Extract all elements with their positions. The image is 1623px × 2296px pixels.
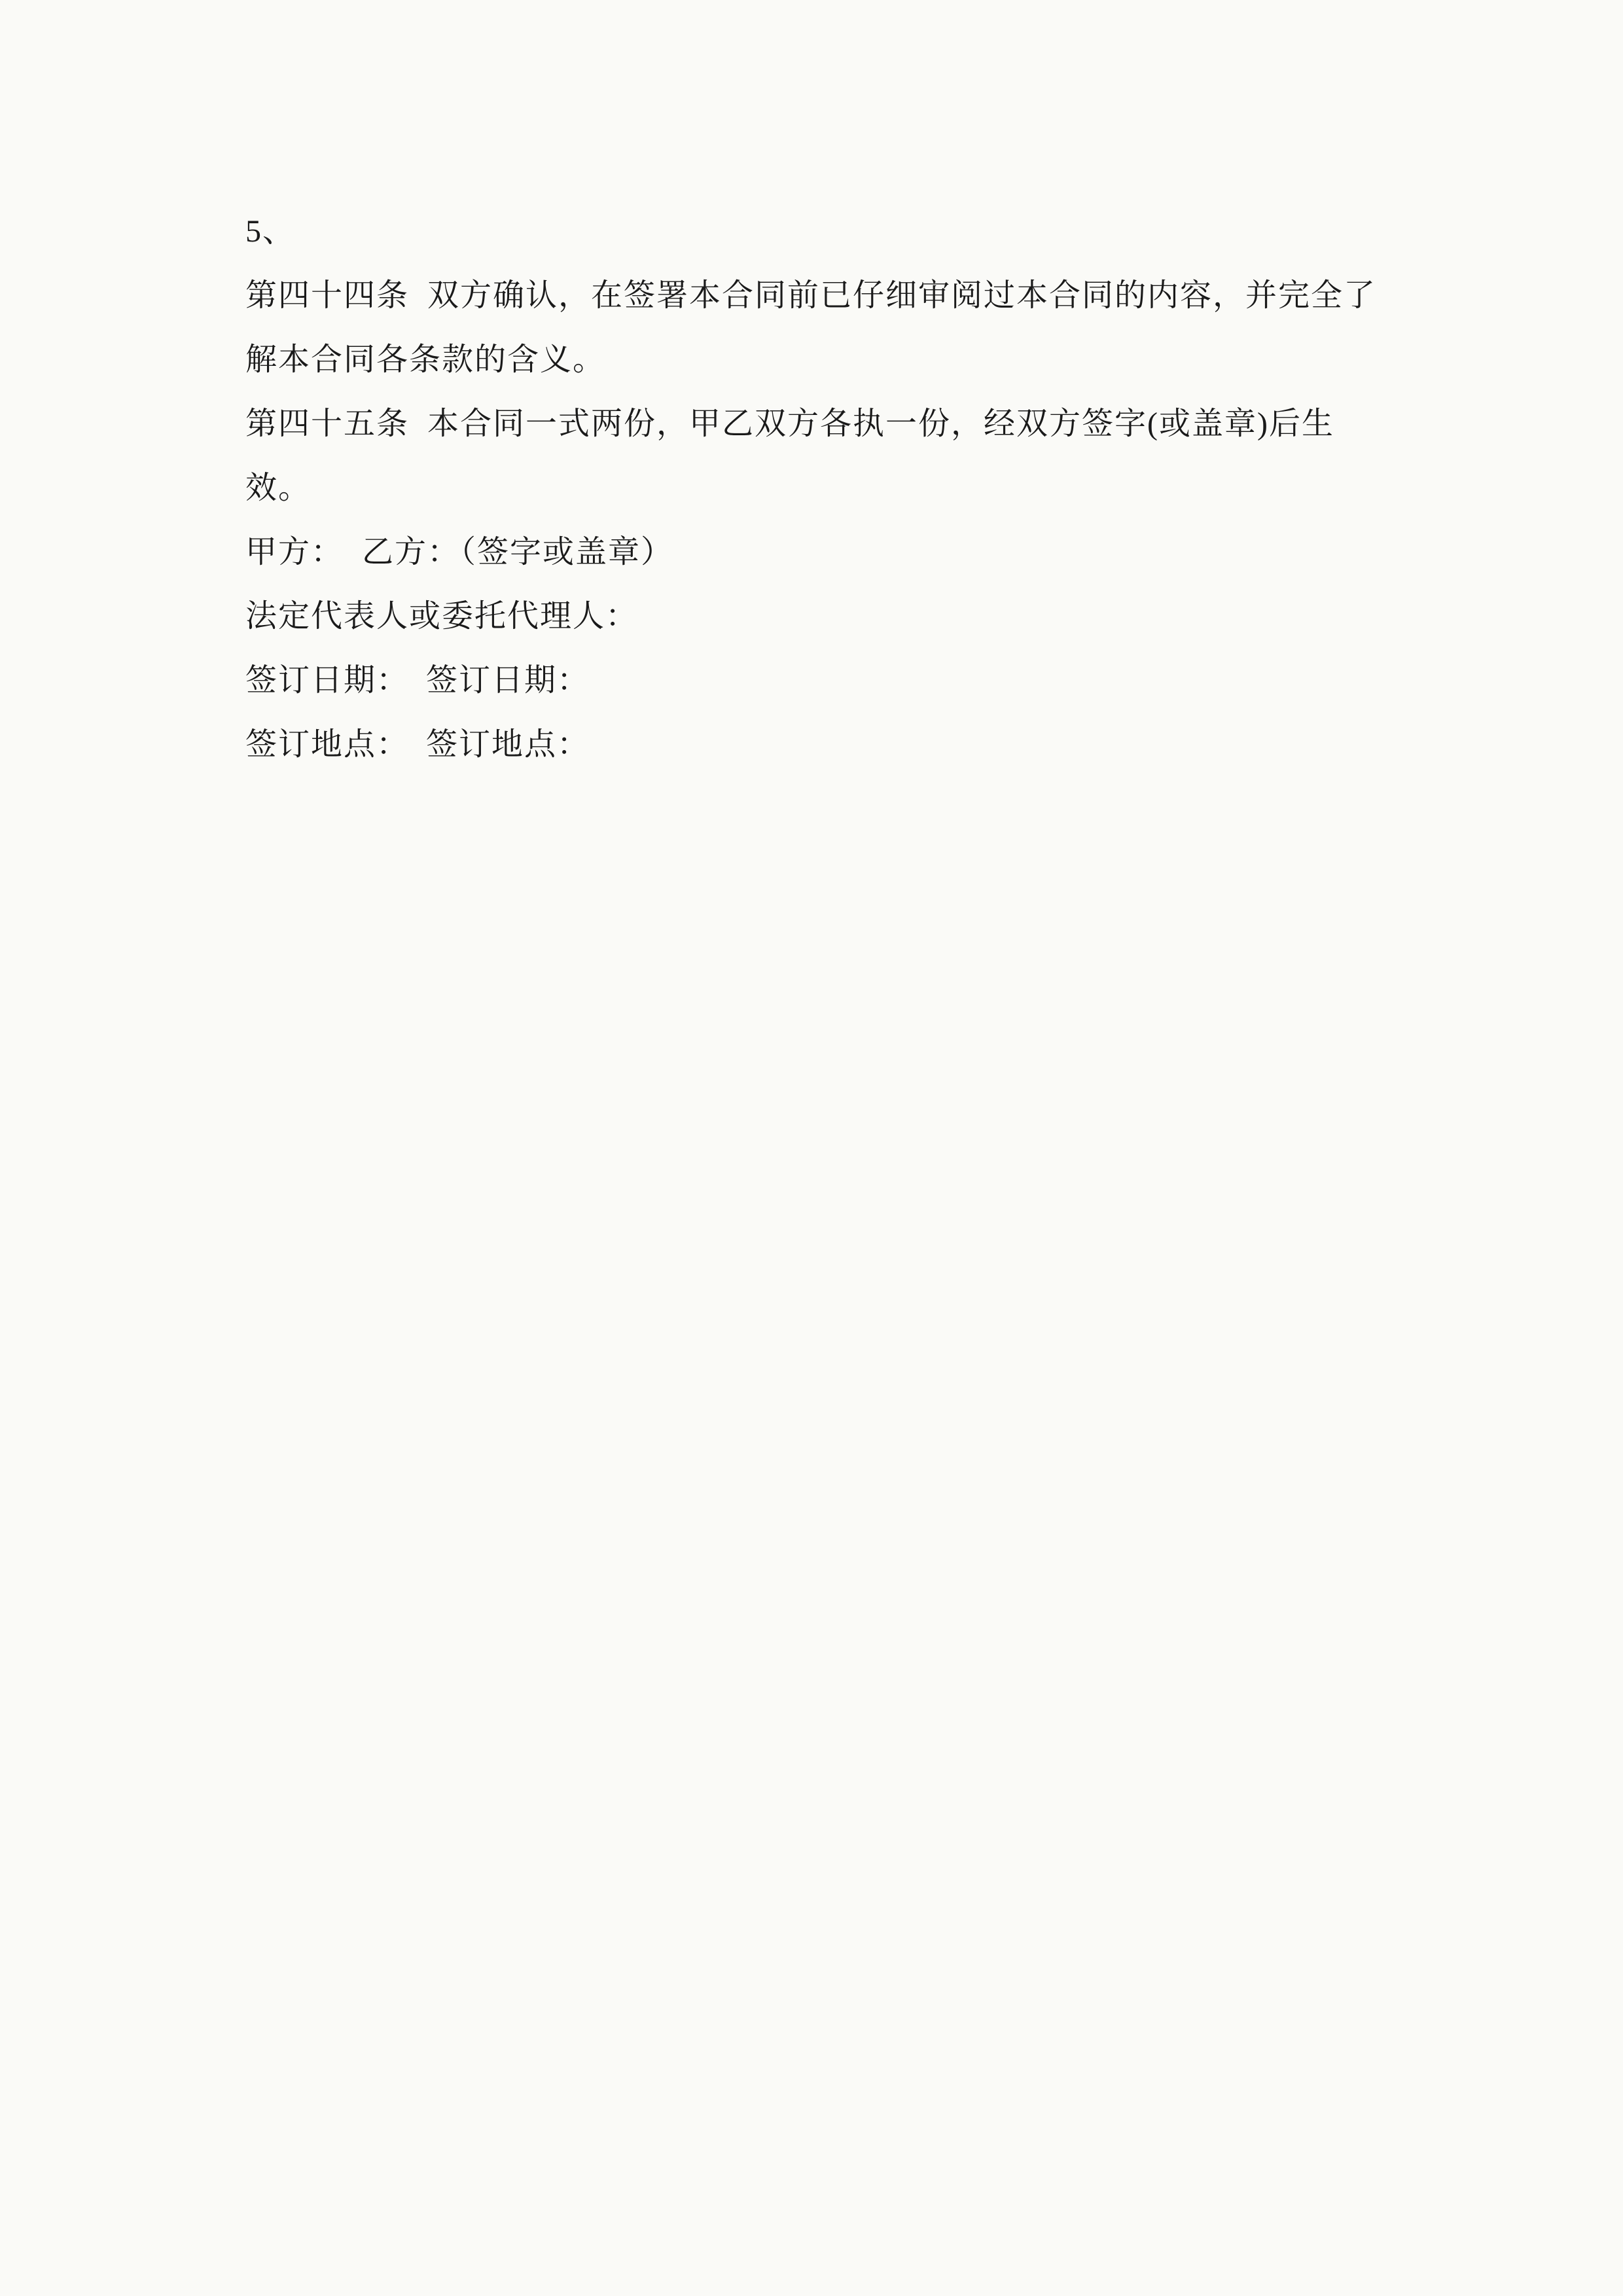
signing-place-line: 签订地点： 签订地点： xyxy=(245,727,590,762)
clause-45-line: 第四十五条 本合同一式两份，甲乙双方各执一份，经双方签字(或盖章)后生效。 xyxy=(245,406,1334,505)
item-number-5: 5、 xyxy=(245,214,296,249)
document-content xyxy=(245,200,1381,777)
clause-44-line-2: 解本合同各条款的含义。 xyxy=(245,342,606,377)
signature-parties-line: 甲方： 乙方：（签字或盖章） xyxy=(245,535,674,569)
clause-44-line-1: 第四十四条 双方确认，在签署本合同前已仔细审阅过本合同的内容，并完全了 xyxy=(245,278,1377,313)
signing-date-line: 签订日期： 签订日期： xyxy=(245,663,590,698)
legal-representative-line: 法定代表人或委托代理人： xyxy=(245,599,639,634)
